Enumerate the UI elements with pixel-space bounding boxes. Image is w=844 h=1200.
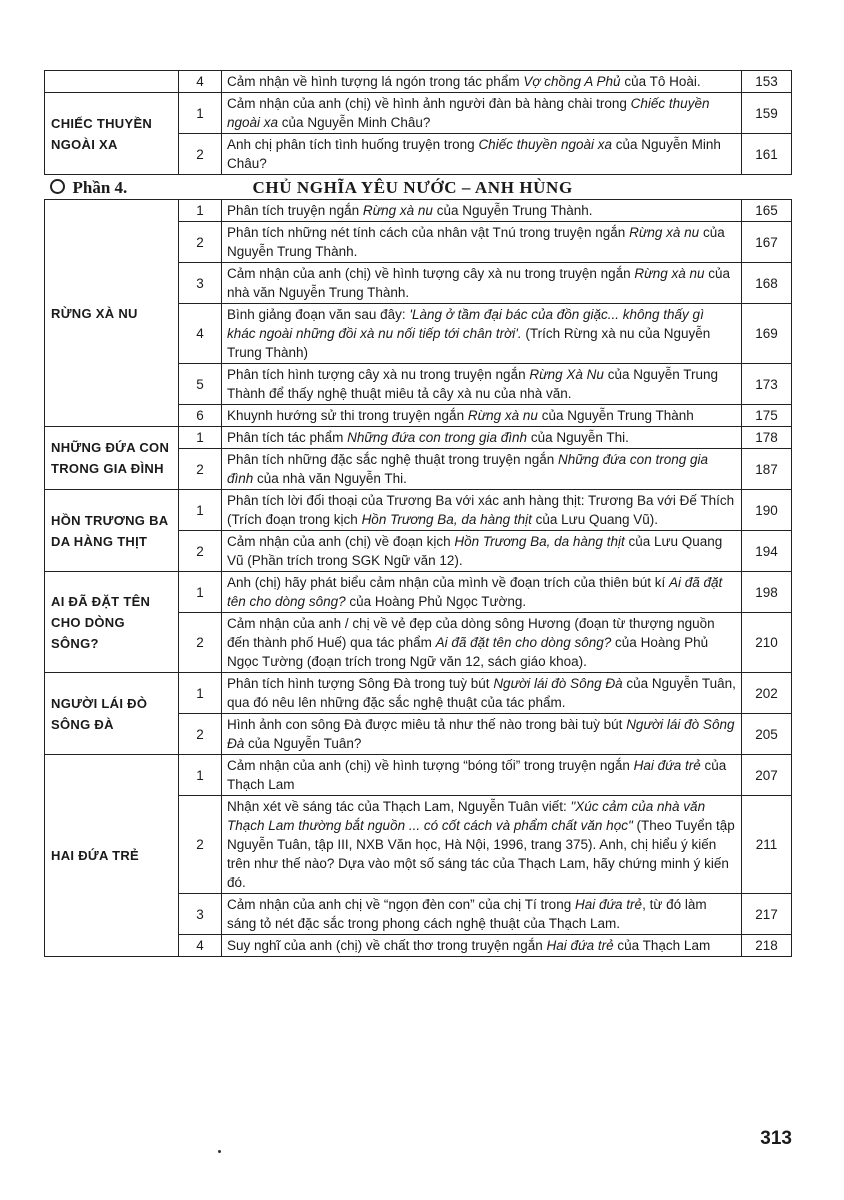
item-title [222,364,742,405]
item-number-text: 1 [196,203,204,218]
item-page-text: 167 [755,234,778,250]
item-title-work: Ai đã đặt tên cho dòng sông? [227,575,723,609]
item-title-tail: của Tô Hoài. [620,74,701,89]
item-title-text: Phân tích truyện ngắn [227,203,363,218]
table-row [45,427,792,449]
item-title-text: Cảm nhận của anh (chị) về hình tượng cây xà nu trong truyện ngắn [227,266,635,281]
work-title-text: HAI ĐỨA TRẺ [51,848,139,863]
item-title-tail: của Nguyễn Minh Châu? [227,137,721,171]
item-number [179,935,222,957]
table-of-contents [44,70,792,957]
item-number [179,222,222,263]
item-page [742,427,792,449]
item-title-text: Anh chị phân tích tình huống truyện trong [227,137,479,152]
work-ai-da-dat-ten [45,572,179,673]
item-number [179,613,222,673]
item-title [222,222,742,263]
item-title-work: Rừng xà nu [362,203,433,218]
item-title [222,263,742,304]
item-page-text: 173 [755,376,778,392]
item-title-work: Hai đứa trẻ [633,758,701,773]
item-page-text: 198 [755,584,778,600]
item-title-tail: của nhà văn Nguyễn Trung Thành. [227,266,731,300]
item-page [742,894,792,935]
work-title-text: RỪNG XÀ NU [51,305,138,321]
item-page-text: 194 [755,543,778,559]
item-page [742,673,792,714]
item-title-text: Phân tích lời đối thoại của Trương Ba với xác anh hàng thịt: Trương Ba với Đế Thích (Trích đoạn trong kịch [227,493,735,527]
item-number-text: 2 [196,146,204,162]
item-title-text: Phân tích những nét tính cách của nhân vật Tnú trong truyện ngắn [227,225,630,240]
item-page-text: 187 [755,461,778,477]
item-title-text: Phân tích những đặc sắc nghệ thuật trong truyện ngắn [227,452,559,467]
table-row [45,673,792,714]
item-title-tail: , từ đó làm sáng tỏ nét đặc sắc trong phong cách nghệ thuật của Thạch Lam. [227,897,707,931]
item-page-text: 218 [755,938,778,953]
item-title [222,894,742,935]
item-title-work: Hồn Trương Ba, da hàng thịt [361,512,532,527]
item-title [222,427,742,449]
item-page [742,405,792,427]
item-title-text: Suy nghĩ của anh (chị) về chất thơ trong truyện ngắn [227,938,547,953]
item-page [742,531,792,572]
item-page [742,222,792,263]
item-title [222,490,742,531]
item-number-text: 6 [196,408,204,423]
item-page [742,613,792,673]
item-page-text: 165 [755,203,778,218]
item-title-work: Rừng xà nu [629,225,700,240]
item-title [222,405,742,427]
item-title-text: Cảm nhận của anh (chị) về hình ảnh người đàn bà hàng chài trong [227,96,631,111]
work-rung-xa-nu [45,200,179,427]
circle-bullet-icon [50,179,65,194]
item-number-text: 1 [196,767,204,783]
table-row [45,490,792,531]
speck [218,1150,221,1153]
item-page-text: 161 [755,146,778,162]
item-page [742,200,792,222]
item-title-text: Phân tích hình tượng Sông Đà trong tuỳ bút [227,676,494,691]
item-title [222,673,742,714]
item-title-tail: của Nguyễn Tuân? [244,736,362,751]
item-title-text: Cảm nhận của anh (chị) về đoạn kịch [227,534,455,549]
item-title-work: Hai đứa trẻ [546,938,614,953]
item-title-work: Ai đã đặt tên cho dòng sông? [435,635,612,650]
item-number [179,427,222,449]
item-number-text: 1 [196,502,204,518]
work-cell-empty [45,71,179,93]
item-title-tail: của nhà văn Nguyễn Thi. [253,471,407,486]
item-title-text: Phân tích tác phẩm [227,430,348,445]
item-title-work: Chiếc thuyền ngoài xa [478,137,613,152]
part-header-row [45,175,792,200]
item-title [222,200,742,222]
item-title-text: Cảm nhận về hình tượng lá ngón trong tác phẩm [227,74,524,89]
item-page-text: 153 [755,74,778,89]
table-row [45,71,792,93]
item-page [742,304,792,364]
item-title [222,449,742,490]
work-title-text: HỒN TRƯƠNG BA DA HÀNG THỊT [51,512,169,549]
item-page [742,490,792,531]
item-page-text: 169 [755,326,778,341]
item-title-tail: của Nguyễn Trung Thành [537,408,694,423]
item-title-work: Hai đứa trẻ [574,897,643,912]
item-page [742,71,792,93]
item-title [222,714,742,755]
item-page-text: 168 [755,275,778,291]
item-title-text: Bình giảng đoạn văn sau đây: [227,307,410,322]
item-number [179,572,222,613]
item-number [179,531,222,572]
item-title-text: Khuynh hướng sử thi trong truyện ngắn [227,408,468,423]
item-title-text: Cảm nhận của anh / chị về vẻ đẹp của dòng sông Hương (đoạn từ thượng nguồn đến thành phố Huế) qua tác phẩm [227,616,715,650]
item-page [742,935,792,957]
item-page [742,134,792,175]
item-number-text: 2 [196,543,204,559]
item-number [179,200,222,222]
table-row [45,200,792,222]
item-title-tail: của Hoàng Phủ Ngọc Tường. [345,594,527,609]
item-number [179,490,222,531]
item-page [742,449,792,490]
item-number [179,755,222,796]
item-number [179,405,222,427]
table-row [45,755,792,796]
work-title-text: AI ĐÃ ĐẶT TÊN CHO DÒNG SÔNG? [51,593,151,651]
item-number [179,304,222,364]
item-title-text: Phân tích hình tượng cây xà nu trong truyện ngắn [227,367,530,382]
item-page [742,714,792,755]
item-number-text: 2 [196,726,204,742]
work-title-text: NHỮNG ĐỨA CON TRONG GIA ĐÌNH [51,440,170,476]
item-title-work: "Xúc cảm của nhà văn Thạch Lam thường bắt nguồn ... có cốt cách và phẩm chất văn học" [227,799,706,833]
item-number-text: 1 [196,685,204,701]
item-page-text: 207 [755,767,778,783]
item-number-text: 4 [196,326,204,341]
item-title-tail: của Nguyễn Trung Thành. [227,225,725,259]
item-page-text: 217 [755,906,778,922]
item-page-text: 190 [755,502,778,518]
item-number [179,93,222,134]
item-title-tail: của Lưu Quang Vũ). [531,512,658,527]
item-number-text: 4 [196,74,204,89]
item-page [742,364,792,405]
item-title [222,935,742,957]
part-title: CHỦ NGHĨA YÊU NƯỚC – ANH HÙNG [252,177,573,197]
item-page-text: 202 [755,685,778,701]
item-title-text: Cảm nhận của anh chị về “ngọn đèn con” của chị Tí trong [227,897,575,912]
item-title [222,304,742,364]
item-page-text: 210 [755,635,778,650]
item-title [222,755,742,796]
item-title-text: Hình ảnh con sông Đà được miêu tả như thế nào trong bài tuỳ bút [227,717,627,732]
item-title-tail: của Thạch Lam [227,758,727,792]
item-title-work: Chiếc thuyền ngoài xa [227,96,710,130]
table-row [45,572,792,613]
item-page [742,796,792,894]
work-hon-truong-ba [45,490,179,572]
work-nhung-dua-con [45,427,179,490]
item-number-text: 2 [196,837,204,852]
item-title [222,572,742,613]
item-title-tail: của Nguyễn Tuân, qua đó nêu lên những đặc sắc nghệ thuật của tác phẩm. [227,676,736,710]
item-title-work: Rừng xà nu [634,266,705,281]
work-title-text: NGƯỜI LÁI ĐÒ SÔNG ĐÀ [51,695,148,732]
item-number [179,263,222,304]
item-title [222,134,742,175]
item-number [179,894,222,935]
item-number-text: 5 [196,376,204,392]
item-title-work: Người lái đò Sông Đà [493,676,623,691]
item-number [179,71,222,93]
item-title-work: Những đứa con trong gia đình [347,430,528,445]
item-number [179,796,222,894]
item-number-text: 3 [196,275,204,291]
item-title [222,531,742,572]
item-title-tail: của Nguyễn Trung Thành để thấy nghệ thuật miêu tả cây xà nu của nhà văn. [227,367,719,401]
item-title-tail: của Nguyễn Trung Thành. [432,203,593,218]
item-title-work: Những đứa con trong gia đình [227,452,708,486]
item-number [179,364,222,405]
item-title-tail: (Theo Tuyển tập Nguyễn Tuân, tập III, NXB Văn học, Hà Nội, 1996, trang 375). Anh, chị hiểu ý kiến trên như thế nào? Dựa vào một số sáng tác của Thạch Lam, hãy chứng minh ý kiến đó. [227,818,735,890]
item-number-text: 4 [196,938,204,953]
part-label: Phần 4. [72,177,128,197]
item-page-text: 211 [755,837,778,852]
item-number-text: 2 [196,234,204,250]
item-title-work: Hồn Trương Ba, da hàng thịt [454,534,625,549]
item-title [222,796,742,894]
work-title-text: CHIẾC THUYỀN NGOÀI XA [51,115,153,152]
item-page-text: 178 [755,430,778,445]
item-title-text: Anh (chị) hãy phát biểu cảm nhận của mình về đoạn trích của thiên bút kí [227,575,670,590]
item-title-text: Nhận xét về sáng tác của Thạch Lam, Nguyễn Tuân viết: [227,799,571,814]
item-page-text: 175 [755,408,778,423]
item-title-text: Cảm nhận của anh (chị) về hình tượng “bóng tối” trong truyện ngắn [227,758,634,773]
item-title [222,93,742,134]
item-title [222,613,742,673]
item-title-tail: của Thạch Lam [613,938,711,953]
item-title-tail: của Hoàng Phủ Ngọc Tường (đoạn trích trong Ngữ văn 12, sách giáo khoa). [227,635,709,669]
item-page-text: 159 [755,105,778,121]
item-number [179,714,222,755]
item-page [742,572,792,613]
item-title-tail: (Trích Rừng xà nu của Nguyễn Trung Thành) [227,326,711,360]
item-title-tail: của Nguyễn Thi. [527,430,629,445]
table-row [45,93,792,134]
item-title-work: Vợ chồng A Phủ [523,74,621,89]
item-title-work: Rừng xà nu [467,408,538,423]
work-nguoi-lai-do [45,673,179,755]
item-page [742,93,792,134]
item-number-text: 2 [196,635,204,650]
item-number-text: 1 [196,584,204,600]
item-title-work: Người lái đò Sông Đà [227,717,735,751]
page-number: 313 [760,1128,792,1149]
item-number-text: 3 [196,906,204,922]
item-number-text: 1 [196,430,204,445]
item-number-text: 1 [196,105,204,121]
item-number [179,673,222,714]
item-number [179,134,222,175]
item-title-work: 'Làng ở tầm đại bác của đồn giặc... không thấy gì khác ngoài những đồi xà nu nối tiếp tới chân trời'. [227,307,704,341]
item-title-work: Rừng Xà Nu [529,367,604,382]
item-title [222,71,742,93]
item-page-text: 205 [755,726,778,742]
item-title-tail: của Nguyễn Minh Châu? [278,115,431,130]
item-page [742,755,792,796]
item-number-text: 2 [196,461,204,477]
item-page [742,263,792,304]
work-hai-dua-tre [45,755,179,957]
part-header [45,175,792,200]
item-number [179,449,222,490]
work-chiec-thuyen-ngoai-xa [45,93,179,175]
item-title-tail: của Lưu Quang Vũ (Phần trích trong SGK Ngữ văn 12). [227,534,723,568]
